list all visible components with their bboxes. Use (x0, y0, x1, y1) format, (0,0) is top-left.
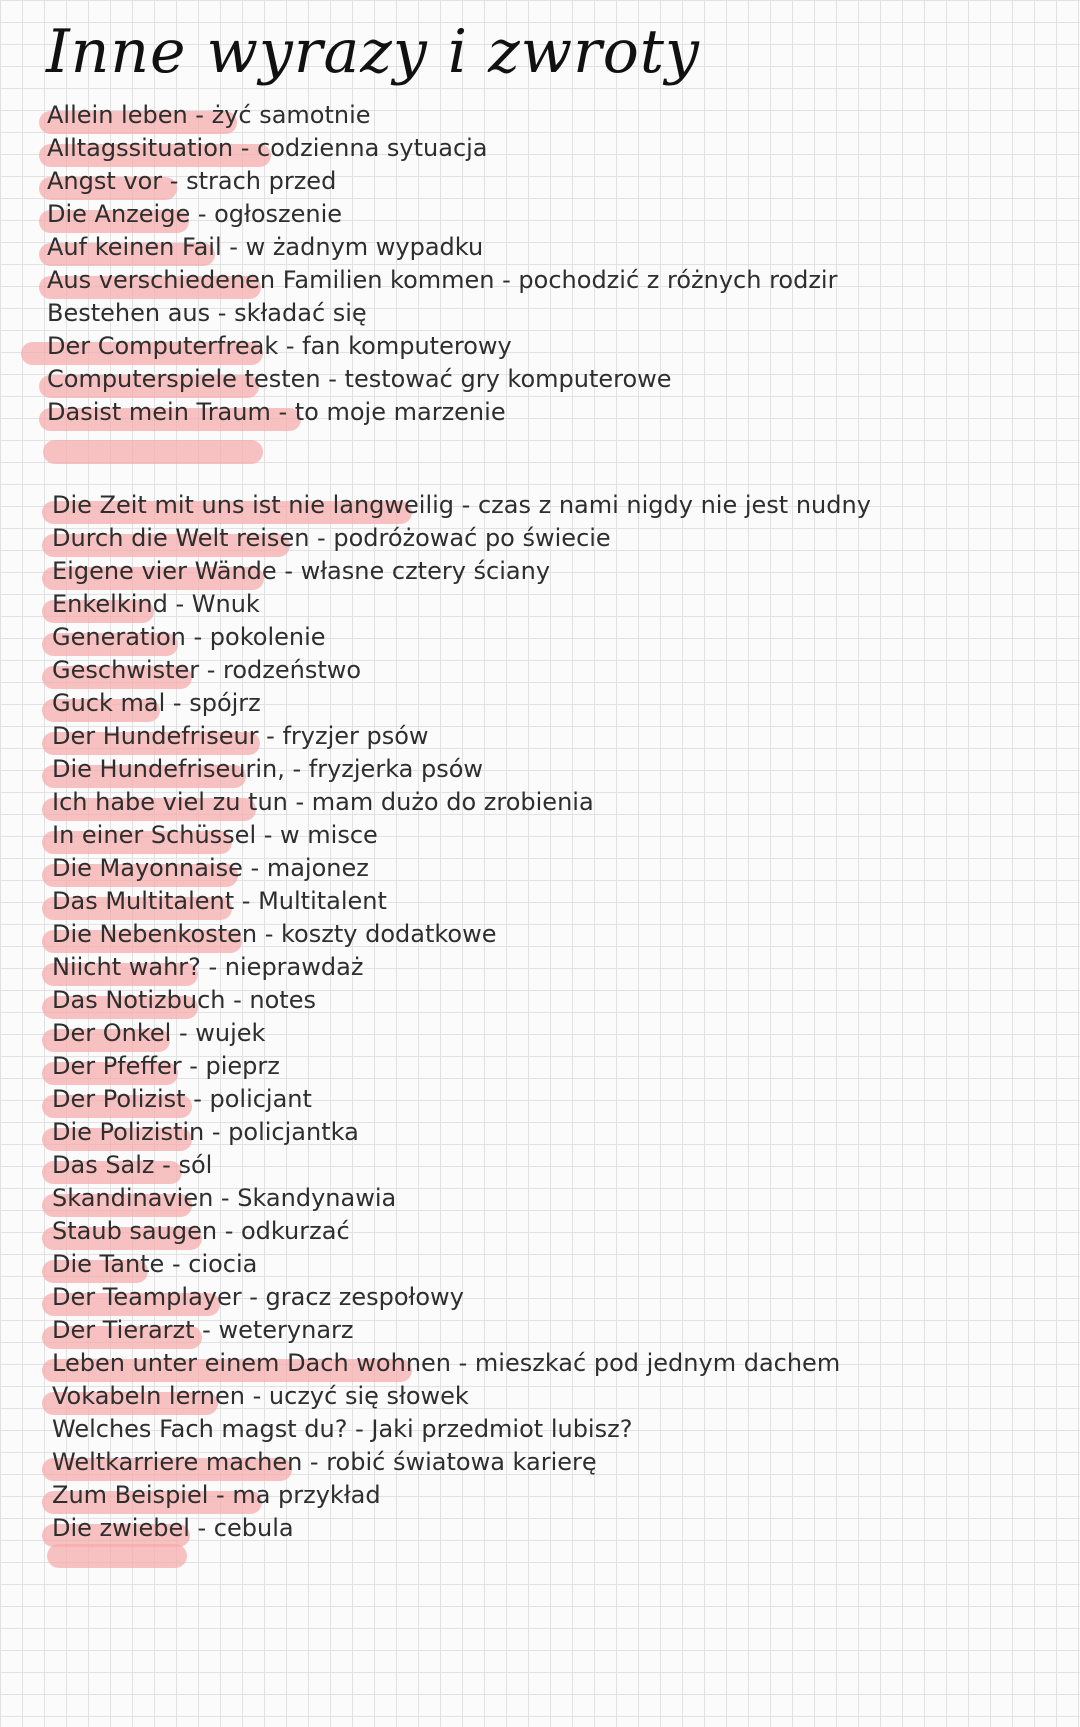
list-item (47, 231, 483, 264)
list-item-text: Auf keinen Fail - w żadnym wypadku (47, 233, 484, 261)
list-item-text: Die Zeit mit uns ist nie langweilig - czas z nami nigdy nie jest nudny (52, 491, 871, 519)
list-item (52, 1248, 257, 1281)
list-item (52, 489, 871, 522)
list-item-text: Guck mal - spójrz (52, 689, 261, 717)
list-item-text: Generation - pokolenie (52, 623, 326, 651)
list-item (52, 819, 378, 852)
list-item-text: Zum Beispiel - ma przykład (52, 1481, 381, 1509)
highlighter-mark (43, 440, 263, 464)
list-item-text: Geschwister - rodzeństwo (52, 656, 362, 684)
list-item (52, 1314, 354, 1347)
list-item-text: Die Nebenkosten - koszty dodatkowe (52, 920, 497, 948)
list-item (47, 99, 371, 132)
list-item (47, 297, 367, 330)
list-item-text: Die Anzeige - ogłoszenie (47, 200, 343, 228)
list-item-text: Angst vor - strach przed (47, 167, 337, 195)
list-item-text: Leben unter einem Dach wohnen - mieszkać pod jednym dachem (52, 1349, 841, 1377)
list-item-text: Welches Fach magst du? - Jaki przedmiot lubisz? (52, 1415, 633, 1443)
list-item (52, 1149, 212, 1182)
list-item-text: Der Polizist - policjant (52, 1085, 312, 1113)
list-item-text: Aus verschiedenen Familien kommen - pochodzić z różnych rodzir (47, 266, 838, 294)
list-item (52, 918, 496, 951)
list-item (52, 984, 316, 1017)
list-item (52, 1347, 840, 1380)
list-item-text: Das Salz - sól (52, 1151, 213, 1179)
highlighter-mark (47, 1544, 187, 1568)
list-item (52, 720, 429, 753)
list-item (47, 132, 488, 165)
list-item-text: Die Hundefriseurin, - fryzjerka psów (52, 755, 484, 783)
list-item (52, 1512, 294, 1545)
list-item (52, 1050, 280, 1083)
list-item-text: In einer Schüssel - w misce (52, 821, 378, 849)
list-item (52, 687, 261, 720)
list-item-text: Enkelkind - Wnuk (52, 590, 260, 618)
list-item-text: Der Computerfreak - fan komputerowy (47, 332, 512, 360)
list-item-text: Die Mayonnaise - majonez (52, 854, 369, 882)
list-item-text: Die zwiebel - cebula (52, 1514, 294, 1542)
list-item (47, 330, 512, 363)
list-item (52, 1281, 464, 1314)
list-item (52, 1479, 381, 1512)
list-item-text: Alltagssituation - codzienna sytuacja (47, 134, 488, 162)
list-item-text: Das Multitalent - Multitalent (52, 887, 387, 915)
page-title: Inne wyrazy i zwroty (46, 17, 700, 87)
list-item-text: Der Pfeffer - pieprz (52, 1052, 280, 1080)
list-item-text: Staub saugen - odkurzać (52, 1217, 350, 1245)
list-item (47, 264, 837, 297)
list-item (52, 1017, 265, 1050)
list-item-text: Der Teamplayer - gracz zespołowy (52, 1283, 464, 1311)
list-item-text: Skandinavien - Skandynawia (52, 1184, 397, 1212)
list-item-text: Eigene vier Wände - własne cztery ściany (52, 557, 551, 585)
list-item-text: Vokabeln lernen - uczyć się słowek (52, 1382, 469, 1410)
list-item (52, 555, 550, 588)
list-item (52, 588, 260, 621)
list-item-text: Bestehen aus - składać się (47, 299, 367, 327)
list-item (52, 1446, 597, 1479)
list-item-text: Der Onkel - wujek (52, 1019, 266, 1047)
list-item-text: Allein leben - żyć samotnie (47, 101, 371, 129)
list-item (52, 1215, 350, 1248)
list-item-text: Die Polizistin - policjantka (52, 1118, 359, 1146)
list-item (47, 198, 342, 231)
list-item (52, 852, 369, 885)
list-item (52, 885, 387, 918)
list-item-text: Computerspiele testen - testować gry komputerowe (47, 365, 672, 393)
list-item (52, 621, 326, 654)
list-item (52, 753, 483, 786)
list-item (52, 1380, 469, 1413)
list-item (52, 951, 363, 984)
list-item-text: Dasist mein Traum - to moje marzenie (47, 398, 506, 426)
list-item (52, 1182, 396, 1215)
list-item-text: Der Hundefriseur - fryzjer psów (52, 722, 429, 750)
list-item-text: Der Tierarzt - weterynarz (52, 1316, 354, 1344)
list-item-text: Weltkarriere machen - robić światowa karierę (52, 1448, 597, 1476)
list-item (52, 786, 594, 819)
list-item-text: Die Tante - ciocia (52, 1250, 258, 1278)
list-item (52, 1083, 312, 1116)
list-item (47, 396, 506, 429)
list-item-text: Durch die Welt reisen - podróżować po świecie (52, 524, 611, 552)
list-item (47, 363, 672, 396)
list-item (52, 1116, 359, 1149)
list-item-text: Ich habe viel zu tun - mam dużo do zrobienia (52, 788, 594, 816)
list-item (52, 654, 361, 687)
list-item-text: Das Notizbuch - notes (52, 986, 316, 1014)
list-item (47, 165, 336, 198)
list-item (52, 522, 611, 555)
list-item-text: Niicht wahr? - nieprawdaż (52, 953, 364, 981)
list-item (52, 1413, 632, 1446)
